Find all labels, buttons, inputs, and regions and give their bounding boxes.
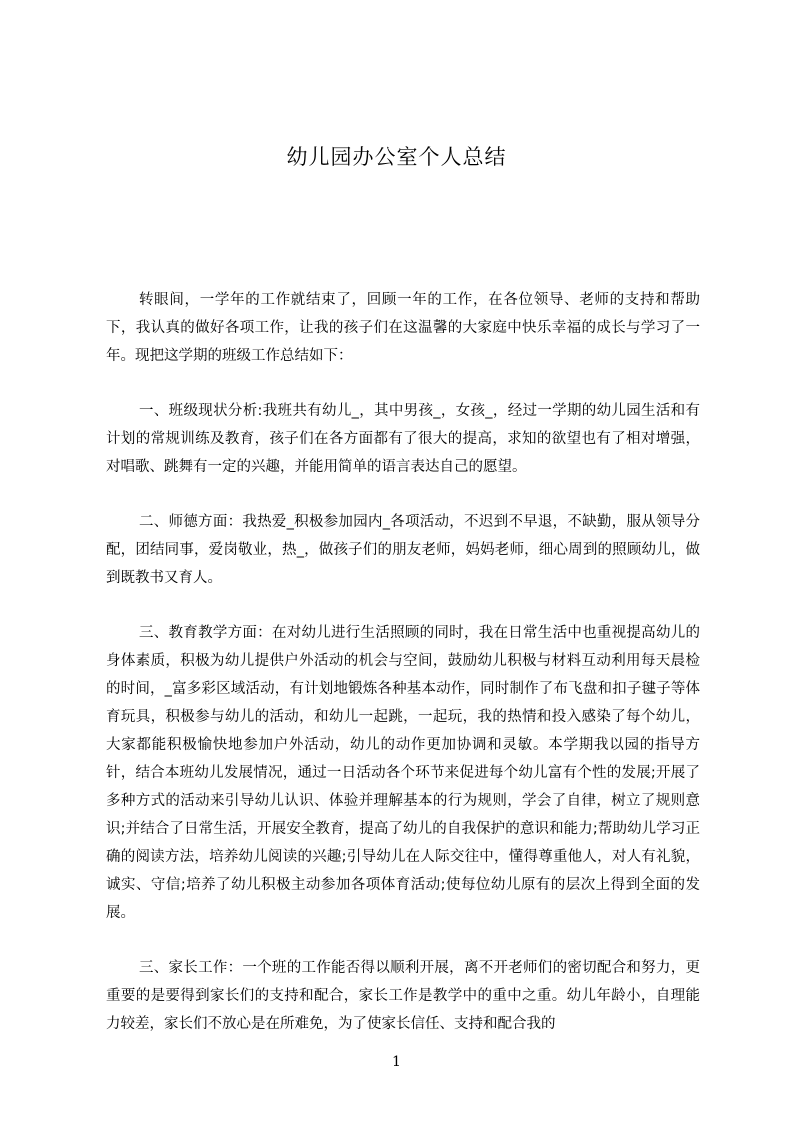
paragraph-parent-work: 三、家长工作：一个班的工作能否得以顺利开展，离不开老师们的密切配合和努力，更重要的是要得到家长们的支持和配合，家长工作是教学中的重中之重。幼儿年龄小，自理能力较差，家长们不放心是在所难免，为了使家长信任、支持和配合我的	[106, 960, 700, 1032]
paragraph-teaching: 三、教育教学方面：在对幼儿进行生活照顾的同时，我在日常生活中也重视提高幼儿的身体素质，积极为幼儿提供户外活动的机会与空间，鼓励幼儿积极与材料互动利用每天晨检的时间，_富多彩区域活动，有计划地锻炼各种基本动作，同时制作了布飞盘和扣子毽子等体育玩具，积极参与幼儿的活动，和幼儿一起跳，一起玩，我的热情和投入感染了每个幼儿，大家都能积极愉快地参加户外活动，幼儿的动作更加协调和灵敏。本学期我以园的指导方针，结合本班幼儿发展情况，通过一日活动各个环节来促进每个幼儿富有个性的发展;开展了多种方式的活动来引导幼儿认识、体验并理解基本的行为规则，学会了自律，树立了规则意识;并结合了日常生活，开展安全教育，提高了幼儿的自我保护的意识和能力;帮助幼儿学习正确的阅读方法，培养幼儿阅读的兴趣;引导幼儿在人际交往中，懂得尊重他人，对人有礼貌，诚实、守信;培养了幼儿积极主动参加各项体育活动;使每位幼儿原有的层次上得到全面的发展。	[106, 625, 700, 921]
document-body	[106, 286, 700, 1065]
paragraph-class-status: 一、班级现状分析:我班共有幼儿_，其中男孩_，女孩_，经过一学期的幼儿园生活和有计划的常规训练及教育，孩子们在各方面都有了很大的提高，求知的欲望也有了相对增强，对唱歌、跳舞有一定的兴趣，并能用简单的语言表达自己的愿望。	[106, 403, 700, 475]
paragraph-teacher-ethics: 二、师德方面：我热爱_积极参加园内_各项活动，不迟到不早退，不缺勤，服从领导分配，团结同事，爱岗敬业，热_，做孩子们的朋友老师，妈妈老师，细心周到的照顾幼儿，做到既教书又育人。	[106, 514, 700, 586]
paragraph-intro: 转眼间，一学年的工作就结束了，回顾一年的工作，在各位领导、老师的支持和帮助下，我认真的做好各项工作，让我的孩子们在这温馨的大家庭中快乐幸福的成长与学习了一年。现把这学期的班级工作总结如下：	[106, 292, 700, 364]
page-number: 1	[392, 1054, 401, 1070]
document-title: 幼儿园办公室个人总结	[286, 145, 507, 169]
